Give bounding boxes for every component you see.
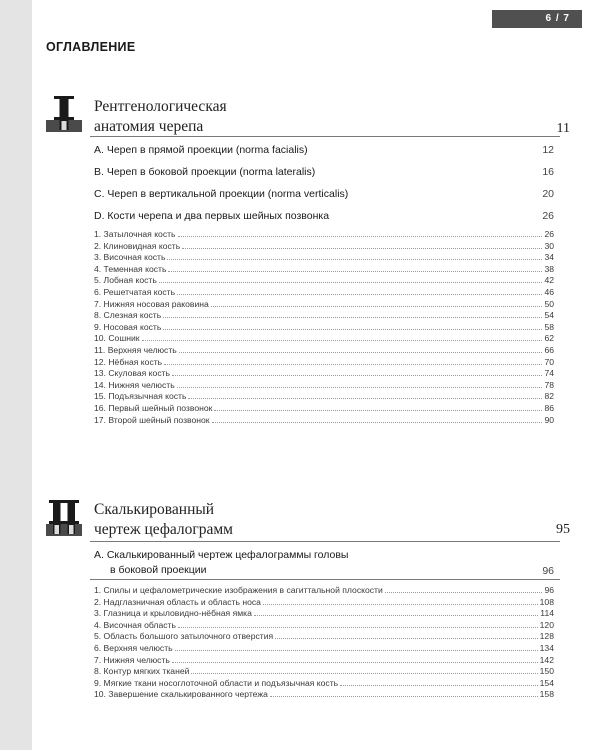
toc-entry[interactable]: 7. Нижняя челюсть 142 xyxy=(94,654,554,665)
toc-entry[interactable]: 8. Слезная кость 54 xyxy=(94,310,554,321)
toc-entry[interactable]: 1. Спилы и цефалометрические изображения в сагиттальной плоскости 96 xyxy=(94,585,554,595)
part-2-section-rule xyxy=(90,579,560,580)
part-2-item-list xyxy=(94,585,554,701)
toc-entry[interactable]: 5. Лобная кость 42 xyxy=(94,275,554,286)
part-1-section-a[interactable]: A. Череп в прямой проекции (norma facialis) 12 xyxy=(94,144,554,156)
toc-entry[interactable]: 13. Скуловая кость 74 xyxy=(94,368,554,379)
toc-entry[interactable]: 10. Сошник 62 xyxy=(94,333,554,344)
toc-entry[interactable]: 10. Завершение скалькированного чертежа 158 xyxy=(94,689,554,700)
part-1-section-c[interactable]: C. Череп в вертикальной проекции (norma verticalis) 20 xyxy=(94,188,554,200)
part-2-title: Скалькированный чертеж цефалограмм xyxy=(94,501,233,538)
part-1-title: Рентгенологическая анатомия черепа xyxy=(94,98,227,135)
toc-entry[interactable]: 4. Височная область 120 xyxy=(94,619,554,630)
part-1-rule xyxy=(90,136,560,137)
toc-entry[interactable]: 6. Верхняя челюсть 134 xyxy=(94,642,554,653)
toc-entry[interactable]: 3. Глазница и крыловидно-нёбная ямка 114 xyxy=(94,608,554,619)
toc-title: ОГЛАВЛЕНИЕ xyxy=(46,40,136,54)
toc-entry[interactable]: 3. Височная кость 34 xyxy=(94,252,554,263)
part-2-page: 95 xyxy=(556,522,570,537)
toc-entry[interactable]: 17. Второй шейный позвонок 90 xyxy=(94,414,554,425)
toc-entry[interactable]: 9. Носовая кость 58 xyxy=(94,321,554,332)
part-2-numeral-icon xyxy=(46,500,82,536)
toc-entry[interactable]: 8. Контур мягких тканей 150 xyxy=(94,666,554,677)
part-1-page: 11 xyxy=(556,121,570,136)
toc-entry[interactable]: 4. Теменная кость 38 xyxy=(94,263,554,274)
toc-entry[interactable]: 1. Затылочная кость 26 xyxy=(94,229,554,239)
part-2-section-a[interactable]: A. Скалькированный чертеж цефалограммы головы в боковой проекции 96 xyxy=(94,549,554,577)
part-1-item-list xyxy=(94,229,554,426)
toc-entry[interactable]: 15. Подъязычная кость 82 xyxy=(94,391,554,402)
toc-entry[interactable]: 7. Нижняя носовая раковина 50 xyxy=(94,298,554,309)
toc-entry[interactable]: 5. Область большого затылочного отверстия 128 xyxy=(94,631,554,642)
part-1-section-b[interactable]: B. Череп в боковой проекции (norma lateralis) 16 xyxy=(94,166,554,178)
toc-entry[interactable]: 6. Решетчатая кость 46 xyxy=(94,286,554,297)
toc-entry[interactable]: 16. Первый шейный позвонок 86 xyxy=(94,402,554,413)
page-badge: 6 / 7 xyxy=(492,10,582,28)
part-1-numeral-icon xyxy=(46,96,82,132)
toc-entry[interactable]: 14. Нижняя челюсть 78 xyxy=(94,379,554,390)
toc-entry[interactable]: 2. Клиновидная кость 30 xyxy=(94,240,554,251)
toc-entry[interactable]: 11. Верхняя челюсть 66 xyxy=(94,344,554,355)
toc-entry[interactable]: 12. Нёбная кость 70 xyxy=(94,356,554,367)
part-1-section-d[interactable]: D. Кости черепа и два первых шейных позвонка 26 xyxy=(94,210,554,222)
part-2-rule xyxy=(90,541,560,542)
toc-entry[interactable]: 2. Надглазничная область и область носа 108 xyxy=(94,596,554,607)
toc-entry[interactable]: 9. Мягкие ткани носоглоточной области и подъязычная кость 154 xyxy=(94,677,554,688)
document-page xyxy=(32,0,600,750)
